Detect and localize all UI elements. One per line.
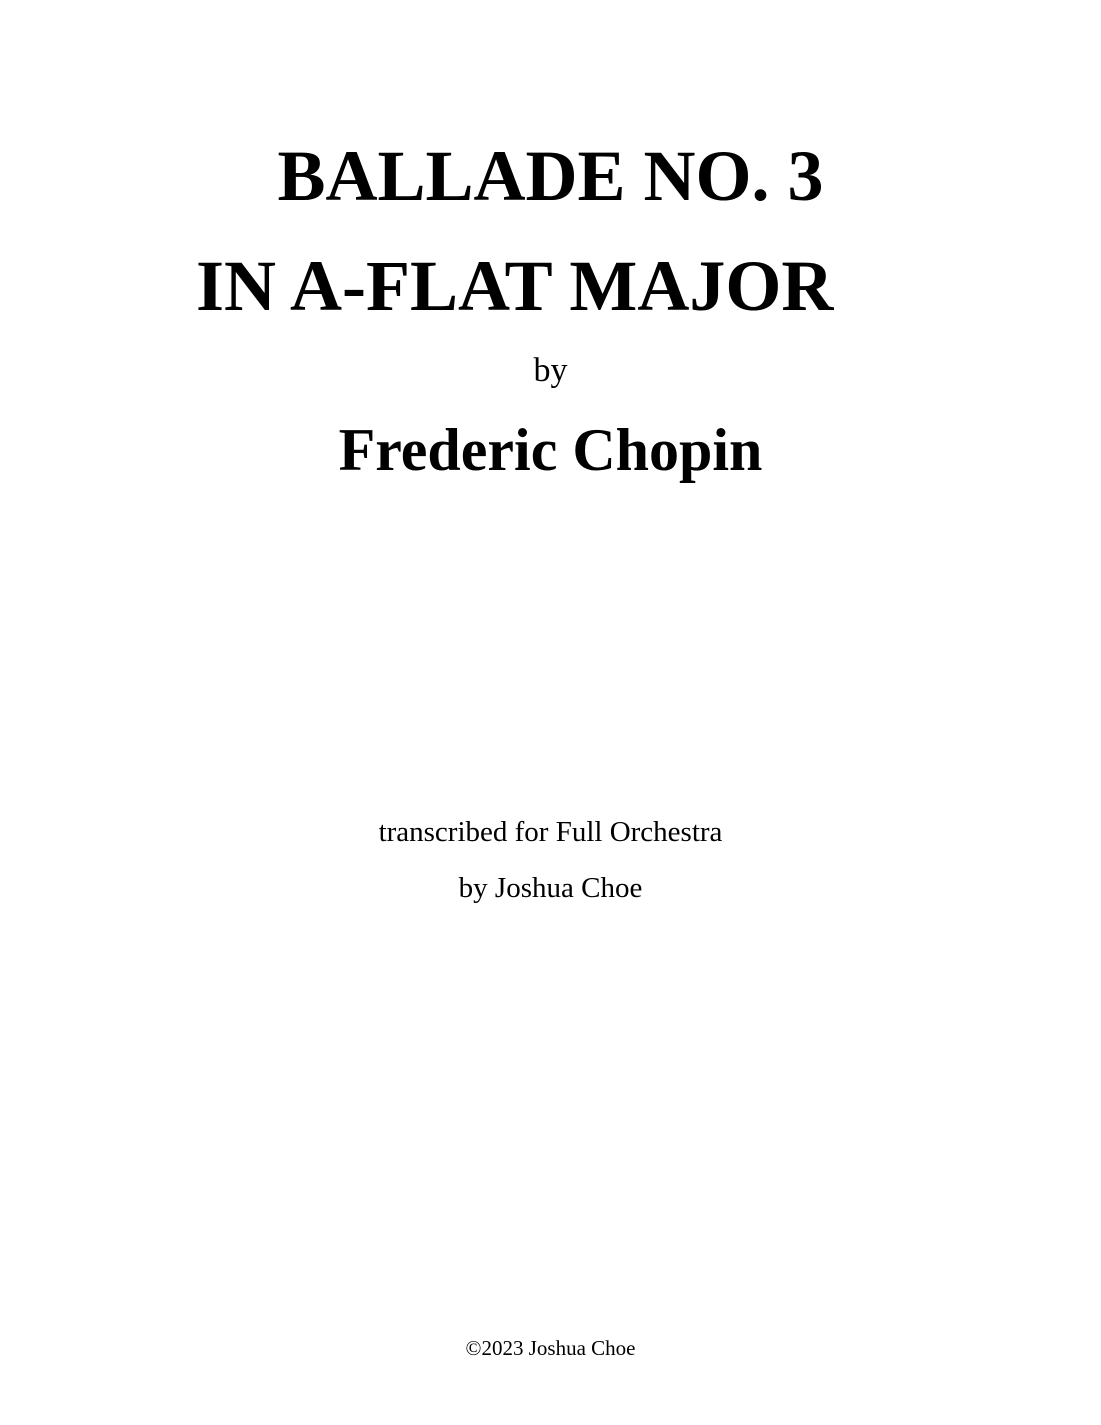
copyright-notice: ©2023 Joshua Choe: [465, 1336, 636, 1360]
byline: by: [533, 352, 568, 389]
title-line-2: IN A-FLAT MAJOR: [196, 246, 834, 326]
title-line-1: BALLADE NO. 3: [277, 136, 824, 216]
composer-name: Frederic Chopin: [338, 417, 763, 483]
transcription-credit: by Joshua Choe: [458, 872, 643, 904]
transcription-description: transcribed for Full Orchestra: [378, 816, 723, 848]
